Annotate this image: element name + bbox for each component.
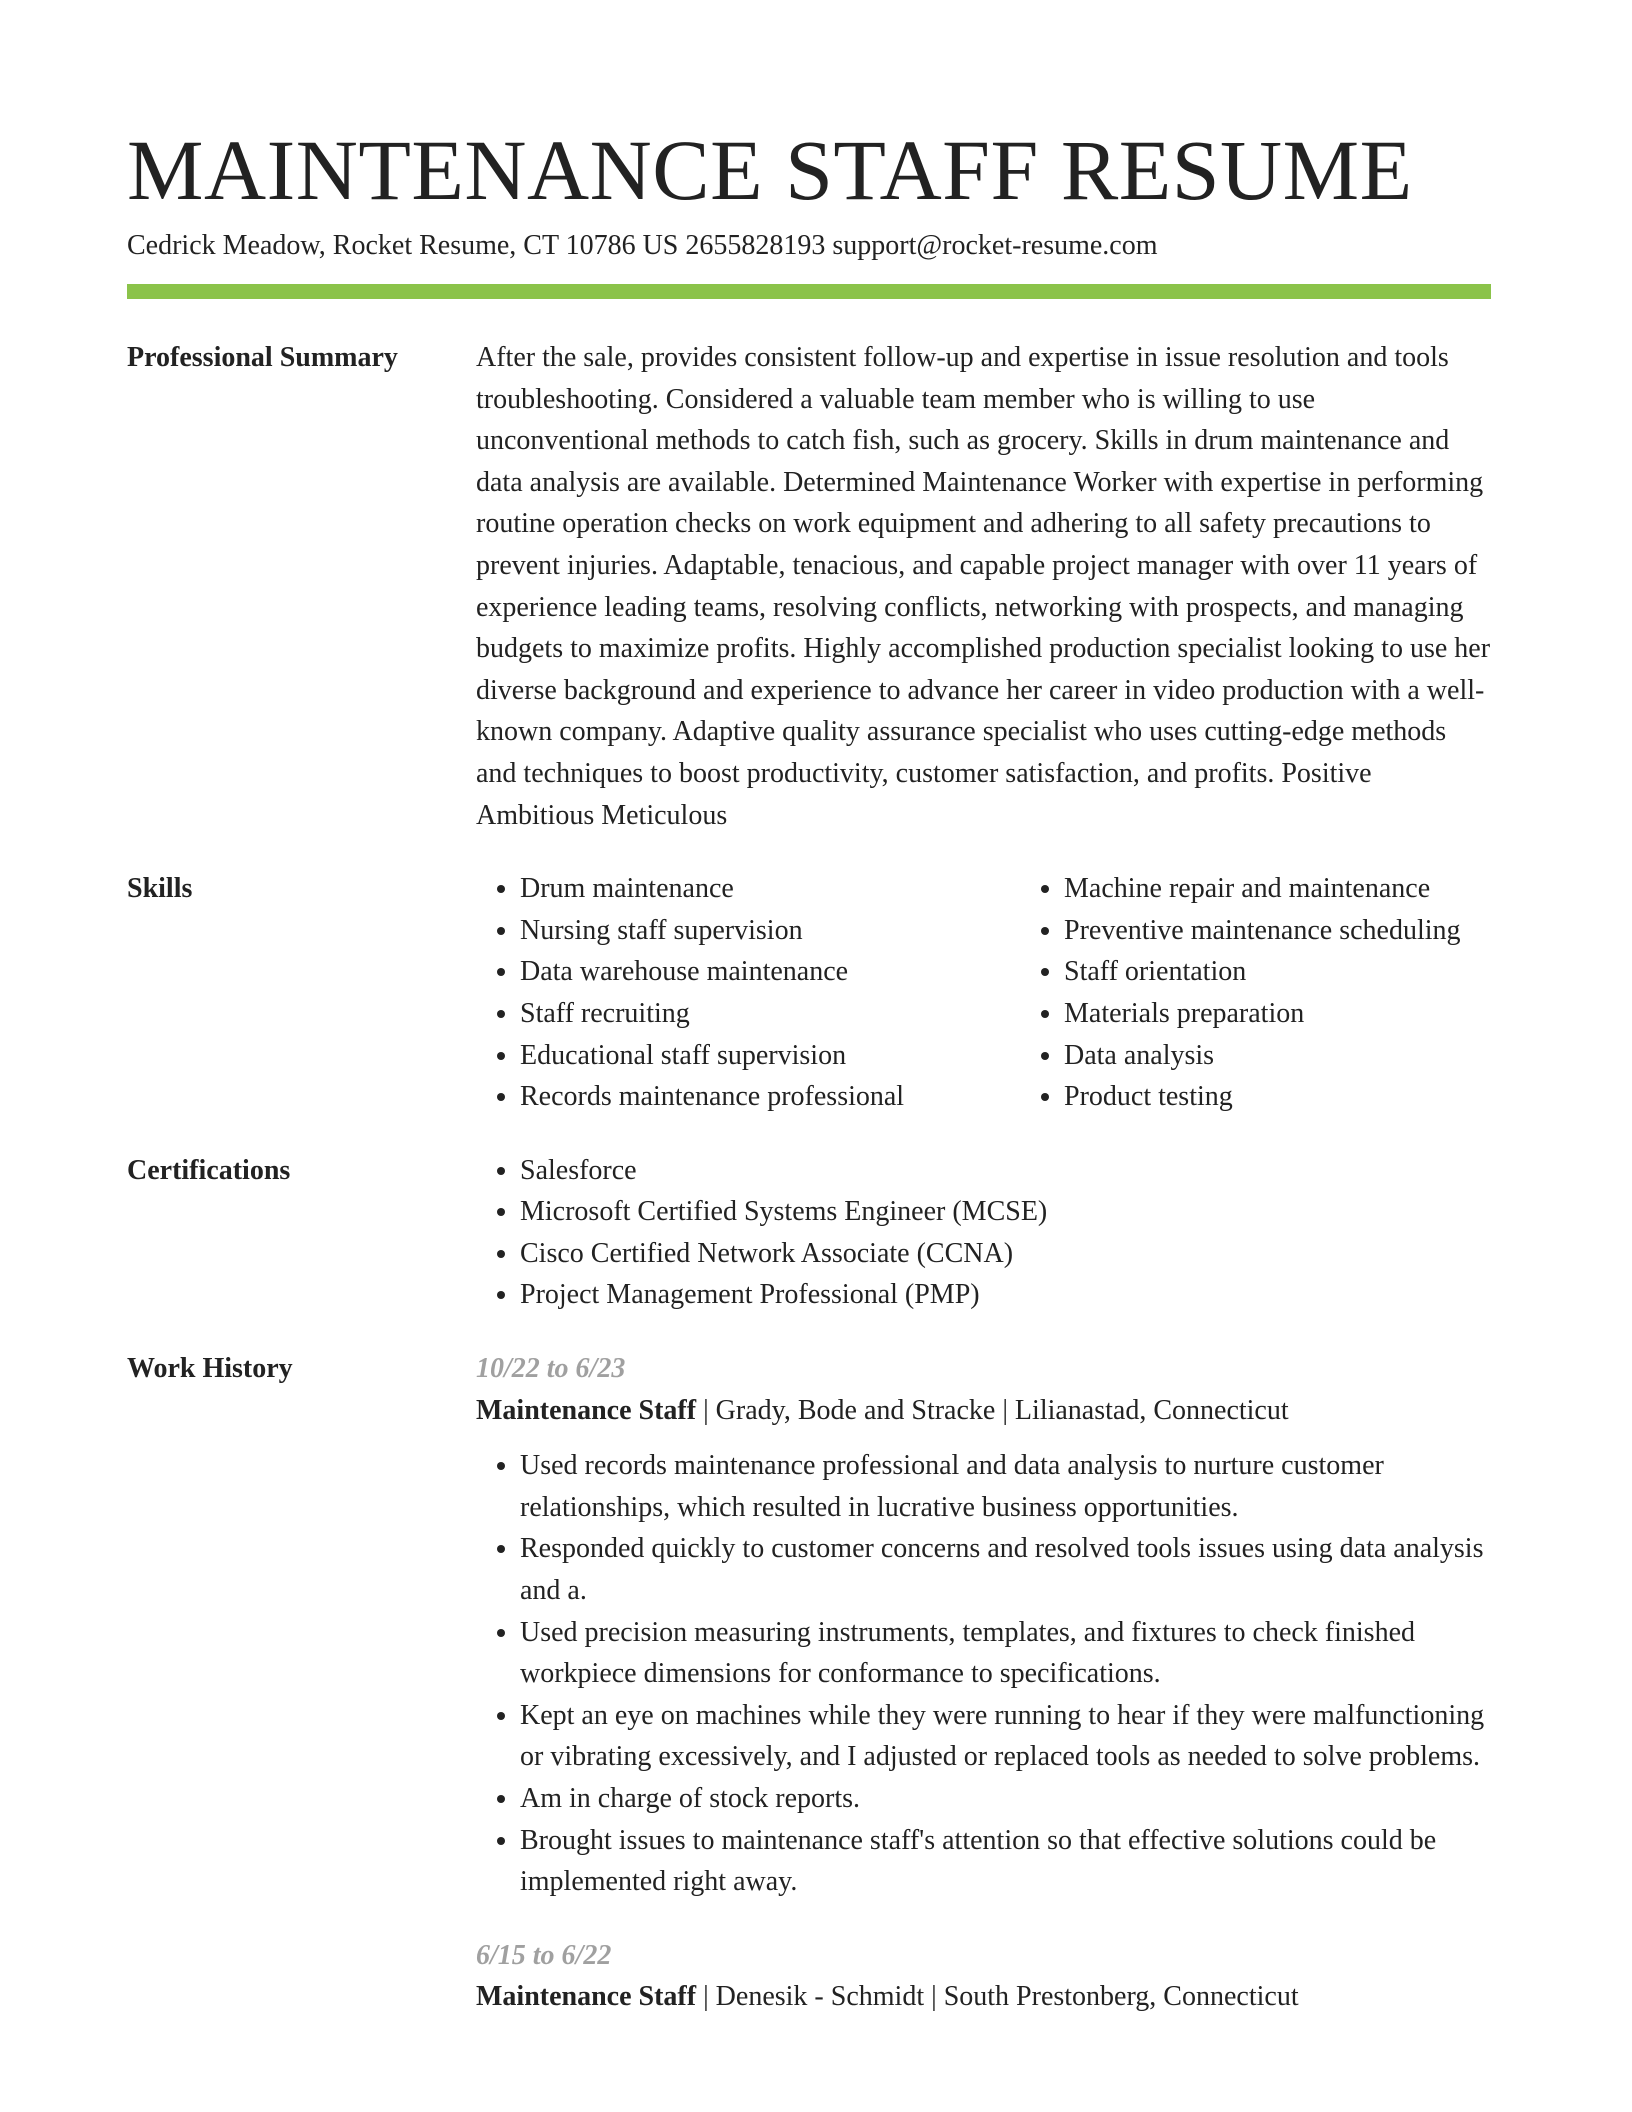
job-details: | Grady, Bode and Stracke | Lilianastad, Connecticut (696, 1394, 1289, 1426)
skill-item: • Staff orientation (1064, 951, 1564, 993)
certifications-list (476, 1150, 1491, 1316)
certification-item: • Cisco Certified Network Associate (CCNA) (520, 1233, 1491, 1275)
certification-item: • Project Management Professional (PMP) (520, 1274, 1491, 1316)
job-heading (476, 1976, 1491, 2018)
job-bullet: • Used records maintenance professional and data analysis to nurture customer relationships, which resulted in lucrative business opportunities. (520, 1445, 1491, 1528)
job-details: | Denesik - Schmidt | South Prestonberg, Connecticut (696, 1981, 1299, 2013)
certification-item: • Microsoft Certified Systems Engineer (MCSE) (520, 1191, 1491, 1233)
skill-item: • Preventive maintenance scheduling (1064, 910, 1564, 952)
summary-text: After the sale, provides consistent follow-up and expertise in issue resolution and tools troubleshooting. Considered a valuable team member who is willing to use unconventional methods to catch fish, such as grocery. Skills in drum maintenance and data analysis are available. Determined Maintenance Worker with expertise in performing routine operation checks on work equipment and adhering to all safety precautions to prevent injuries. Adaptable, tenacious, and capable project manager with over 11 years of experience leading teams, resolving conflicts, networking with prospects, and managing budgets to maximize profits. Highly accomplished production specialist looking to use her diverse background and experience to advance her career in video production with a well-known company. Adaptive quality assurance specialist who uses cutting-edge methods and techniques to boost productivity, customer satisfaction, and profits. Positive Ambitious Meticulous (476, 342, 1491, 831)
skill-item: • Nursing staff supervision (520, 910, 1020, 952)
summary-label: Professional Summary (127, 342, 398, 373)
job-entry (476, 1348, 1491, 1903)
skill-item: • Educational staff supervision (520, 1035, 1020, 1077)
skill-item: • Drum maintenance (520, 868, 1020, 910)
skills-list-right (1020, 868, 1564, 1118)
resume-page (127, 120, 1491, 2018)
skill-item: • Product testing (1064, 1076, 1564, 1118)
job-bullet: • Am in charge of stock reports. (520, 1778, 1491, 1820)
job-bullets (476, 1445, 1491, 1903)
certifications-label: Certifications (127, 1154, 291, 1186)
skill-item: • Records maintenance professional (520, 1076, 1020, 1118)
job-bullet: • Used precision measuring instruments, templates, and fixtures to check finished workpiece dimensions for conformance to specifications. (520, 1612, 1491, 1695)
job-role: Maintenance Staff (476, 1981, 697, 2013)
skill-item: • Data analysis (1064, 1035, 1564, 1077)
skills-section (127, 868, 1491, 1118)
job-heading (476, 1390, 1491, 1432)
job-entry (476, 1935, 1491, 2018)
job-bullet: • Responded quickly to customer concerns and resolved tools issues using data analysis and a. (520, 1528, 1491, 1611)
skill-item: • Staff recruiting (520, 993, 1020, 1035)
certification-item: • Salesforce (520, 1150, 1491, 1192)
job-bullet: • Brought issues to maintenance staff's attention so that effective solutions could be implemented right away. (520, 1820, 1491, 1903)
job-bullet: • Kept an eye on machines while they were running to hear if they were malfunctioning or vibrating excessively, and I adjusted or replaced tools as needed to solve problems. (520, 1695, 1491, 1778)
skill-item: • Machine repair and maintenance (1064, 868, 1564, 910)
job-dates: 10/22 to 6/23 (476, 1353, 626, 1385)
accent-divider (127, 284, 1491, 299)
skill-item: • Data warehouse maintenance (520, 951, 1020, 993)
job-dates: 6/15 to 6/22 (476, 1939, 612, 1971)
job-role: Maintenance Staff (476, 1394, 697, 1426)
summary-section (127, 337, 1491, 836)
work-history-label: Work History (127, 1353, 293, 1385)
skills-list-left (476, 868, 1020, 1118)
resume-title: MAINTENANCE STAFF RESUME (127, 122, 1413, 218)
certifications-section (127, 1150, 1491, 1316)
contact-line: Cedrick Meadow, Rocket Resume, CT 10786 US 2655828193 support@rocket-resume.com (127, 230, 1158, 261)
work-history-section (127, 1348, 1491, 2018)
skill-item: • Materials preparation (1064, 993, 1564, 1035)
skills-label: Skills (127, 873, 193, 905)
